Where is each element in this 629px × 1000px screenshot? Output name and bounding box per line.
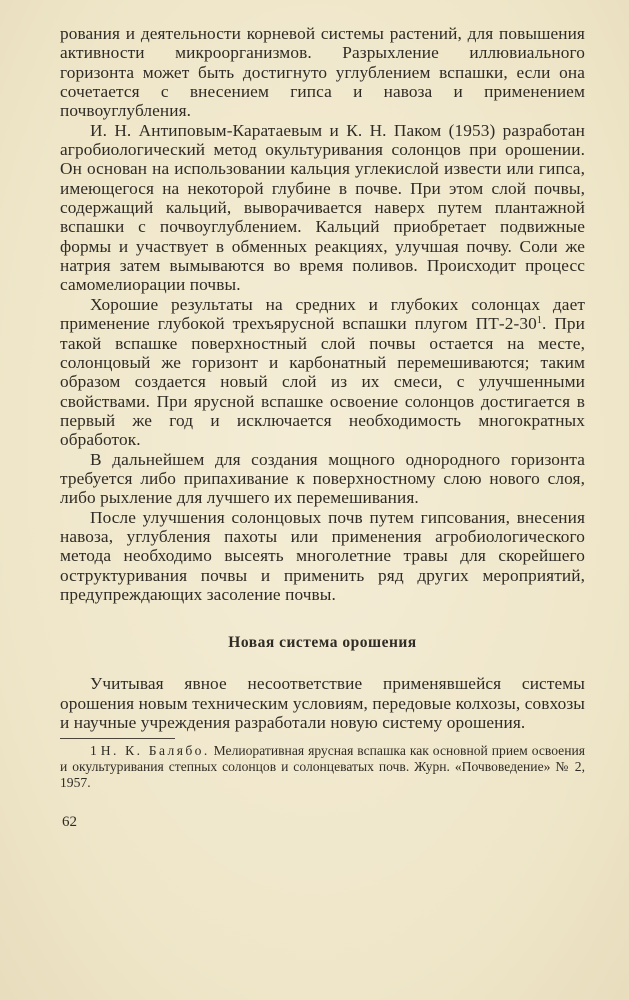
- footnote-divider: [60, 738, 175, 739]
- footnote-text: Мелиоративная ярусная вспашка как основной прием освоения и окультуривания степных солонцов и солонцеватых почв. Журн. «Почвоведение» № 2, 1957.: [60, 743, 585, 791]
- paragraph-further-development: В дальнейшем для создания мощного однородного горизонта требуется либо припахивание к поверхностному слою нового слоя, либо рыхление для лучшего их перемешивания.: [60, 449, 585, 508]
- paragraph-tiered-plowing-end: . При такой вспашке поверхностный слой почвы остается на месте, солонцовый же горизонт и карбонатный перемешиваются; таким образом создается новый слой из их смеси, с улучшенными свойствами. При ярусной вспашке освоение солонцов достигается в первый же год и исключается необходимость многократных обработок.: [60, 314, 585, 450]
- paragraph-after-improvement: После улучшения солонцовых почв путем гипсования, внесения навоза, углубления пахоты или применения агробиологического метода необходимо высеять многолетние травы для скорейшего оструктуривания почвы и применить ряд других мероприятий, предупреждающих засоление почвы.: [60, 507, 585, 604]
- paragraph-agrobiological-method: И. Н. Антиповым-Каратаевым и К. Н. Паком (1953) разработан агробиологический метод окультуривания солонцов при орошении. Он основан на использовании кальция углекислой извести или гипса, имеющегося на некоторой глубине в почве. При этом слой почвы, содержащий кальций, выворачивается наверх путем плантажной вспашки с почвоуглублением. Кальций приобретает подвижные формы и участвует в обменных реакциях, улучшая почву. Соли же натрия затем вымываются во время поливов. Происходит процесс самомелиорации почвы.: [60, 120, 585, 295]
- footnote-marker: 1: [90, 743, 97, 759]
- footnote-reference[interactable]: 1: [536, 315, 542, 327]
- section-heading: Новая система орошения: [228, 634, 417, 652]
- page-number: 62: [62, 814, 77, 831]
- paragraph-continuation: рования и деятельности корневой системы растений, для повышения активности микроорганизмов. Разрыхление иллювиального горизонта может быть достигнуто углублением вспашки, если она сочетается с внесением гипса и навоза и применением почвоуглубления.: [60, 24, 585, 121]
- footnote: [60, 743, 585, 791]
- paragraph-new-irrigation: Учитывая явное несоответствие применявшейся системы орошения новым техническим условиям, передовые колхозы, совхозы и научные учреждения разработали новую систему орошения.: [60, 674, 585, 732]
- paragraph-tiered-plowing: [60, 295, 585, 450]
- footnote-author: Н. К. Балябо.: [100, 743, 210, 759]
- paragraph-tiered-plowing-start: Хорошие результаты на средних и глубоких солонцах дает применение глубокой трехъярусной вспашки плугом ПТ-2-30: [60, 294, 585, 334]
